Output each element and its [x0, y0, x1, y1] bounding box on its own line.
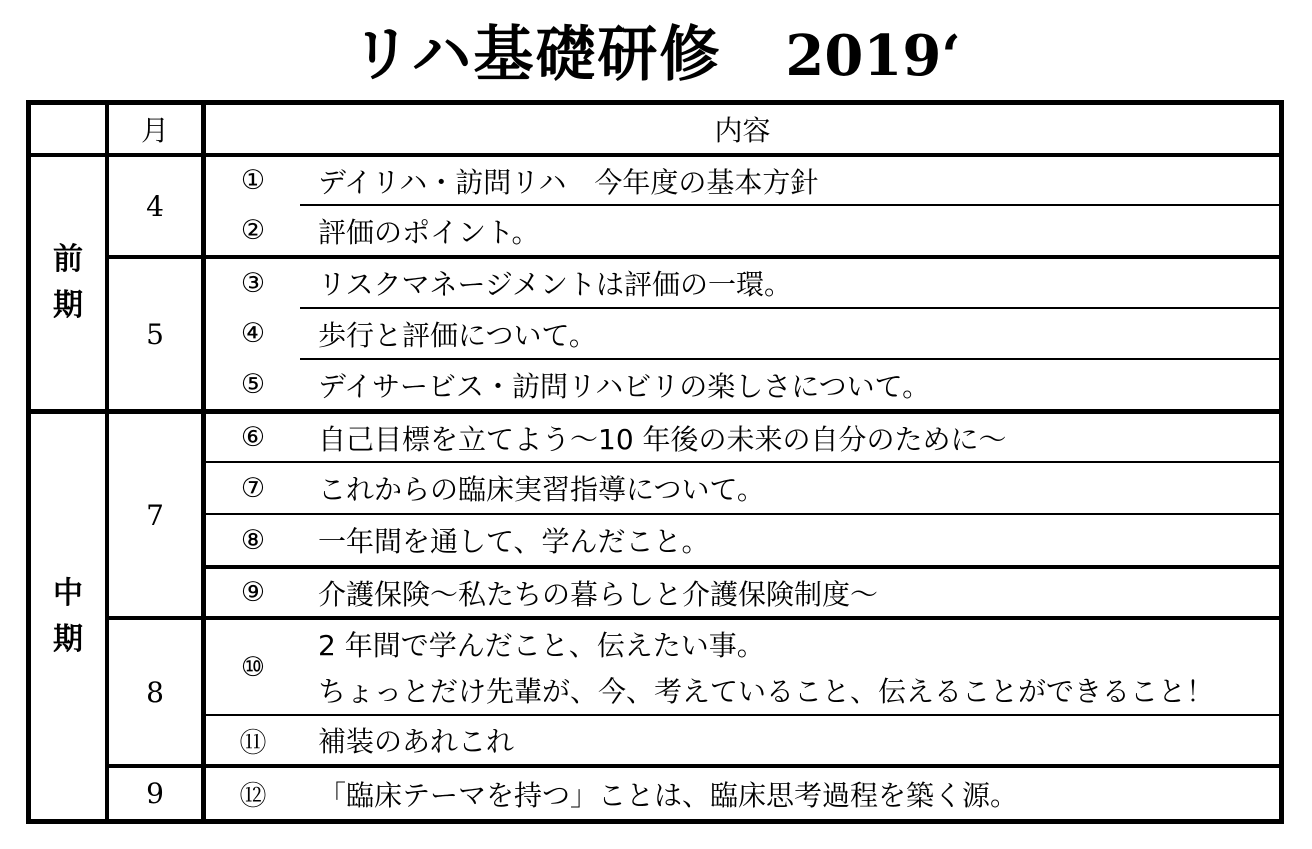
period-char: 期 — [53, 621, 83, 657]
session-number: ② — [240, 215, 266, 246]
page-title — [0, 12, 1312, 98]
session-title: デイリハ・訪問リハ 今年度の基本方針 — [318, 165, 819, 199]
session-number: ⑨ — [240, 577, 266, 608]
header-content: 内容 — [714, 114, 771, 147]
period-char: 期 — [53, 288, 83, 323]
session-title: これからの臨床実習指導について。 — [318, 473, 765, 506]
session-title: 自己目標を立てよう～10 年後の未来の自分のために～ — [318, 422, 1007, 456]
month-cell: 7 — [146, 498, 164, 532]
schedule-table — [26, 100, 1284, 824]
session-number: ⑩ — [240, 651, 266, 683]
session-number: ⑤ — [240, 369, 266, 400]
session-number: ⑪ — [239, 727, 267, 759]
month-cell: 9 — [146, 777, 164, 810]
session-title: リスクマネージメントは評価の一環。 — [318, 268, 793, 301]
session-number: ⑥ — [240, 422, 266, 453]
session-title: 評価のポイント。 — [318, 215, 540, 249]
session-title-line2: ちょっとだけ先輩が、今、考えていること、伝えることができること！ — [318, 675, 1215, 708]
session-number: ③ — [240, 267, 266, 299]
session-number: ④ — [240, 318, 266, 349]
session-number: ⑫ — [239, 781, 267, 812]
session-title: 歩行と評価について。 — [318, 318, 597, 352]
rule-right — [1279, 100, 1284, 824]
session-number: ⑦ — [240, 472, 266, 504]
period-char: 中 — [53, 575, 83, 611]
session-number: ① — [240, 165, 266, 196]
title-year: 2019‘ — [785, 23, 961, 89]
period-label-middle — [31, 414, 105, 819]
title-main: リハ基礎研修 — [351, 20, 722, 90]
session-title: 「臨床テーマを持つ」ことは、臨床思考過程を築く源。 — [318, 778, 1019, 812]
session-title: デイサービス・訪問リハビリの楽しさについて。 — [318, 369, 931, 403]
session-title: 補装のあれこれ — [318, 725, 515, 758]
session-title: 一年間を通して、学んだこと。 — [318, 525, 710, 558]
header-month: 月 — [140, 114, 169, 147]
period-char: 前 — [53, 242, 83, 277]
month-cell: 5 — [146, 317, 164, 351]
month-cell: 8 — [146, 675, 164, 709]
month-cell: 4 — [146, 189, 164, 223]
session-title: 2 年間で学んだこと、伝えたい事。 — [318, 629, 765, 662]
session-number: ⑧ — [240, 524, 266, 556]
period-label-first — [31, 157, 105, 409]
rule-bottom — [26, 819, 1284, 824]
session-title: 介護保険～私たちの暮らしと介護保険制度～ — [318, 577, 879, 611]
